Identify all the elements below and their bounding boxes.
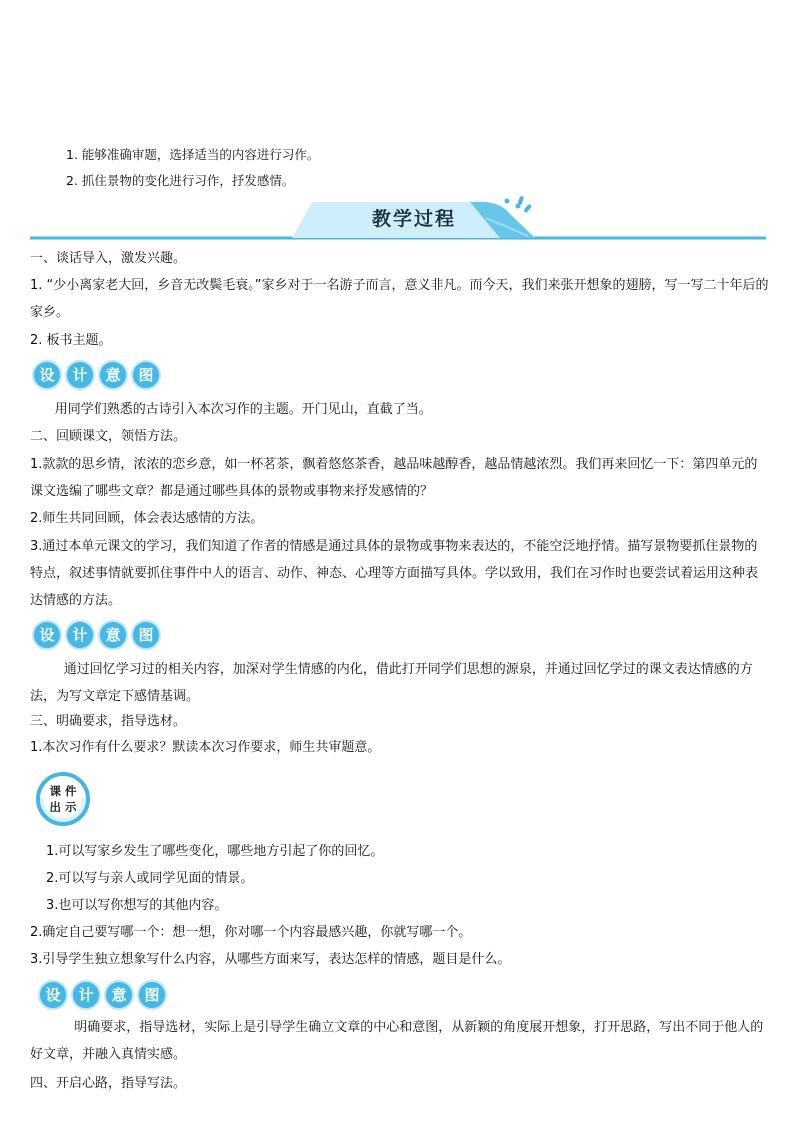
step-1-item-2: 2. 板书主题。 (30, 333, 112, 348)
step-2-item-1: 1.款款的思乡情，浓浓的恋乡意，如一杯茗茶，飘着悠悠茶香，越品味越醇香，越品情越浓烈。我们再来回忆一下：第四单元的课文选编了哪些文章？都是通过哪些具体的景物或事物来抒发感情的？ (30, 457, 758, 499)
step-1-item-1: 1. “少小离家老大回，乡音无改鬓毛衰。”家乡对于一名游子而言，意义非凡。而今天，我们来张开想象的翅膀，写一写二十年后的家乡。 (30, 278, 769, 320)
courseware-badge-line: 出 示 (49, 800, 77, 814)
section-banner (30, 196, 766, 242)
step-2-item-2: 2.师生共同回顾，体会表达感情的方法。 (30, 511, 264, 526)
badge-char: 计 (71, 980, 101, 1010)
courseware-badge (36, 772, 90, 826)
section-title: 教学过程 (372, 208, 457, 230)
step-2-title: 二、回顾课文，领悟方法。 (30, 429, 187, 444)
step-1-intent: 用同学们熟悉的古诗引入本次习作的主题。开门见山，直截了当。 (54, 402, 432, 417)
badge-char: 设 (38, 980, 68, 1010)
step-3-item-1: 1.本次习作有什么要求？默读本次习作要求，师生共审题意。 (30, 740, 381, 755)
badge-char: 图 (137, 980, 167, 1010)
step-3-intent: 明确要求，指导选材，实际上是引导学生确立文章的中心和意图，从新颖的角度展开想象，打开思路，写出不同于他人的好文章，并融入真情实感。 (30, 1020, 764, 1062)
step-3-title: 三、明确要求，指导选材。 (30, 714, 187, 729)
design-intent-badge (38, 980, 167, 1010)
badge-char: 意 (104, 980, 134, 1010)
courseware-item-1: 1.可以写家乡发生了哪些变化，哪些地方引起了你的回忆。 (46, 844, 384, 859)
step-2-intent: 通过回忆学习过的相关内容，加深对学生情感的内化，借此打开同学们思想的源泉，并通过回忆学过的课文表达情感的方法，为写文章定下感情基调。 (30, 662, 753, 704)
step-3-item-3: 3.引导学生独立想象写什么内容，从哪些方面来写，表达怎样的情感，题目是什么。 (30, 952, 511, 967)
design-intent-badge (32, 360, 161, 390)
badge-char: 设 (32, 360, 62, 390)
badge-char: 计 (65, 360, 95, 390)
badge-char: 图 (131, 620, 161, 650)
design-intent-badge (32, 620, 161, 650)
badge-char: 意 (98, 620, 128, 650)
courseware-item-2: 2.可以写与亲人或同学见面的情景。 (46, 871, 254, 886)
step-3-item-2: 2.确定自己要写哪一个：想一想，你对哪一个内容最感兴趣，你就写哪一个。 (30, 925, 472, 940)
step-1-title: 一、谈话导入，激发兴趣。 (30, 251, 187, 266)
courseware-badge-text (44, 780, 82, 818)
badge-char: 意 (98, 360, 128, 390)
badge-char: 计 (65, 620, 95, 650)
courseware-item-3: 3.也可以写你想写的其他内容。 (46, 898, 228, 913)
goal-1: 1. 能够准确审题，选择适当的内容进行习作。 (66, 147, 320, 162)
courseware-badge-line: 课 件 (49, 784, 77, 798)
badge-char: 设 (32, 620, 62, 650)
step-4-title: 四、开启心路，指导写法。 (30, 1076, 187, 1091)
step-2-item-3: 3.通过本单元课文的学习，我们知道了作者的情感是通过具体的景物或事物来表达的，不能空泛地抒情。描写景物要抓住景物的特点，叙述事情就要抓住事件中人的语言、动作、神态、心理等方面描写具体。学以致用，我们在习作时也要尝试着运用这种表达情感的方法。 (30, 539, 759, 608)
badge-char: 图 (131, 360, 161, 390)
goal-2: 2. 抓住景物的变化进行习作，抒发感情。 (66, 173, 295, 188)
